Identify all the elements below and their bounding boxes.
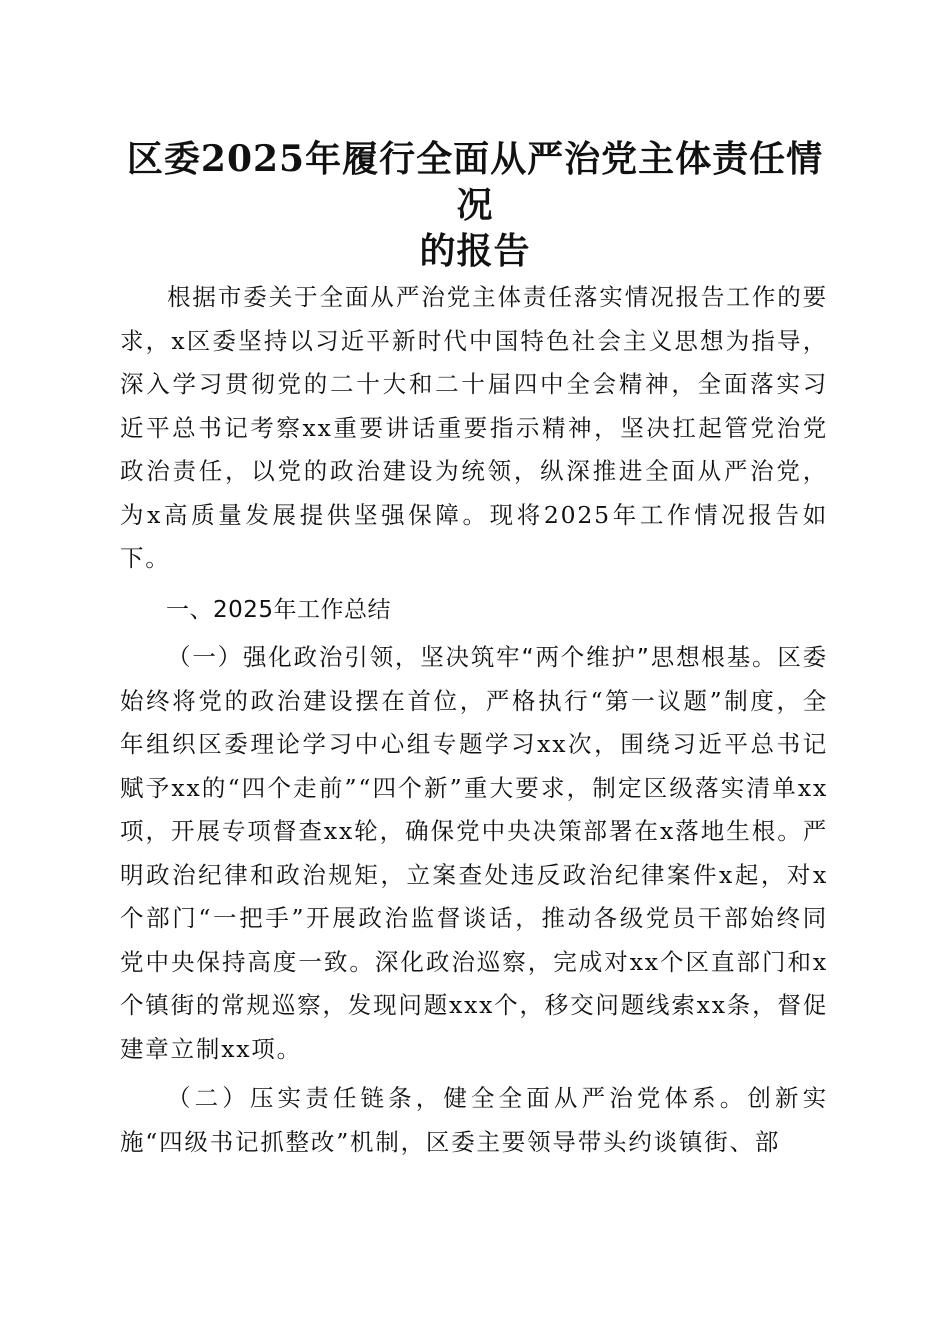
subsection-1-body: 区委始终将党的政治建设摆在首位，严格执行“第一议题”制度，全年组织区委理论学习中心组专题学习xx次，围绕习近平总书记赋予xx的“四个走前”“四个新”重大要求，制定区级落实清单xx项，开展专项督查xx轮，确保党中央决策部署在x落地生根。严明政治纪律和政治规矩，立案查处违反政治纪律案件x起，对x个部门“一把手”开展政治监督谈话，推动各级党员干部始终同党中央保持高度一致。深化政治巡察，完成对xx个区直部门和x个镇街的常规巡察，发现问题xxx个，移交问题线索xx条，督促建章立制xx项。 xyxy=(120,643,828,1063)
section-heading-1: 一、2025年工作总结 xyxy=(166,596,392,623)
subsection-2-heading: （二）压实责任链条，健全全面从严治党体系。 xyxy=(167,1084,748,1112)
title-line-1: 区委2025年履行全面从严治党主体责任情况 xyxy=(126,138,824,226)
subsection-1-heading: （一）强化政治引领，坚决筑牢“两个维护”思想根基。 xyxy=(167,643,778,671)
intro-paragraph: 根据市委关于全面从严治党主体责任落实情况报告工作的要求，x区委坚持以习近平新时代中国特色社会主义思想为指导，深入学习贯彻党的二十大和二十届四中全会精神，全面落实习近平总书记考察xx重要讲话重要指示精神，坚决扛起管党治党政治责任，以党的政治建设为统领，纵深推进全面从严治党，为x高质量发展提供坚强保障。现将2025年工作情况报告如下。 xyxy=(120,283,828,572)
document-title xyxy=(120,136,830,274)
subsection-2-paragraph xyxy=(120,1077,828,1164)
title-line-2: 的报告 xyxy=(419,230,531,272)
document-body xyxy=(120,276,828,1164)
subsection-2-body: 创新实施“四级书记抓整改”机制，区委主要领导带头约谈镇街、部 xyxy=(120,1084,828,1156)
subsection-1-paragraph xyxy=(120,636,828,1071)
